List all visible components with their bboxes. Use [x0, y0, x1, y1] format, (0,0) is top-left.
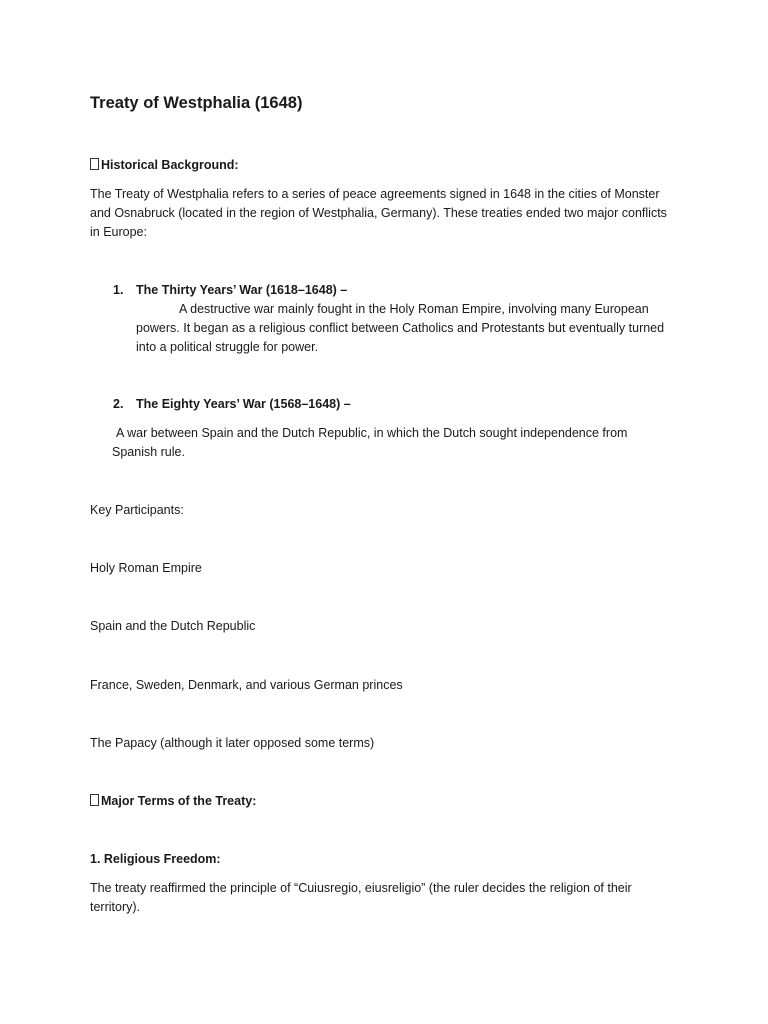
list-item-heading: The Eighty Years’ War (1568–1648) –	[136, 397, 351, 411]
participant-item: France, Sweden, Denmark, and various German princes	[90, 678, 403, 692]
major-terms-heading	[90, 792, 680, 811]
key-participants-label: Key Participants:	[90, 503, 184, 517]
participant-item: Holy Roman Empire	[90, 561, 202, 575]
missing-glyph-icon	[90, 158, 99, 170]
missing-glyph-icon	[90, 794, 99, 806]
major-terms-heading-text: Major Terms of the Treaty:	[101, 794, 257, 808]
list-item-description: A destructive war mainly fought in the Holy Roman Empire, involving many European powers. It began as a religious conflict between Catholics and Protestants but eventually turned into a political struggle for power.	[136, 302, 665, 354]
participant-item: The Papacy (although it later opposed some terms)	[90, 736, 375, 750]
list-number: 1.	[113, 283, 124, 297]
intro-paragraph: The Treaty of Westphalia refers to a series of peace agreements signed in 1648 in the cities of Monster and Osnabruck (located in the region of Westphalia, Germany). These treaties ended two major conflicts in Europe:	[90, 187, 667, 239]
document-title: Treaty of Westphalia (1648)	[90, 94, 303, 112]
historical-background-heading-text: Historical Background:	[101, 158, 239, 172]
participant-item: Spain and the Dutch Republic	[90, 619, 256, 633]
religious-freedom-text: The treaty reaffirmed the principle of “Cuiusregio, eiusreligio” (the ruler decides the religion of their territory).	[90, 881, 632, 914]
list-item-heading: The Thirty Years’ War (1618–1648) –	[136, 283, 348, 297]
list-number: 2.	[113, 397, 124, 411]
historical-background-heading	[90, 156, 680, 175]
religious-freedom-heading: 1. Religious Freedom:	[90, 852, 221, 866]
list-item-description: A war between Spain and the Dutch Republic, in which the Dutch sought independence from Spanish rule.	[112, 426, 628, 459]
